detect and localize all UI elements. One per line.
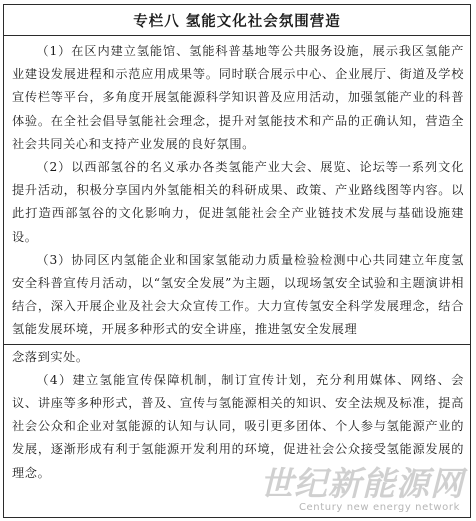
paragraph-1: （1）在区内建立氢能馆、氢能科普基地等公共服务设施，展示我区氢能产业建设发展进程和示范应用成果等。同时联合展示中心、企业展厅、街道及学校宣传栏等平台，多角度开展氢能源科学知识普及应用活动，加强氢能产业的科普体验。在全社会倡导氢能社会理念，提升对氢能技术和产品的正确认知，营造全社会共同关心和支持产业发展的良好氛围。 — [12, 44, 464, 151]
watermark-en-text: Century new energy network — [298, 502, 460, 513]
paragraph-3: （3）协同区内氢能企业和国家氢能动力质量检验检测中心共同建立年度氢安全科普宣传月活动，以“氢安全发展”为主题，以现场氢安全试验和主题演讲相结合，深入开展企业及社会大众宣传工作。大力宣传氢安全科学发展理念，结合氢能发展环境，开展多种形式的安全讲座，推进氢安全发展理 — [12, 252, 464, 337]
paragraph-2: （2）以西部氢谷的名义承办各类氢能产业大会、展览、论坛等一系列文化提升活动，积极分享国内外氢能相关的科研成果、政策、产业路线图等内容。以此打造西部氢谷的文化影响力，促进氢能社会全产业链技术发展与基础设施建设。 — [12, 160, 464, 244]
watermark-cn-text: 世纪新能源网 — [260, 464, 464, 503]
box-title-row — [4, 5, 470, 36]
paragraph-4: （4）建立氢能宣传保障机制，制订宣传计划，充分利用媒体、网络、会议、讲座等多种形式，普及、宣传与氢能源相关的知识、安全法规及标准，提高社会公众和企业对氢能源的认知与认同，吸引更多团体、个人参与氢能源产业的发展，逐渐形成有利于氢能源开发利用的环境，促进社会公众接受氢能源发展的理念。 — [12, 372, 464, 480]
box-title: 专栏八 氢能文化社会氛围营造 — [133, 12, 341, 30]
feature-box — [3, 4, 471, 518]
paragraph-3-continuation: 念落到实处。 — [12, 349, 89, 364]
box-body — [4, 36, 470, 485]
